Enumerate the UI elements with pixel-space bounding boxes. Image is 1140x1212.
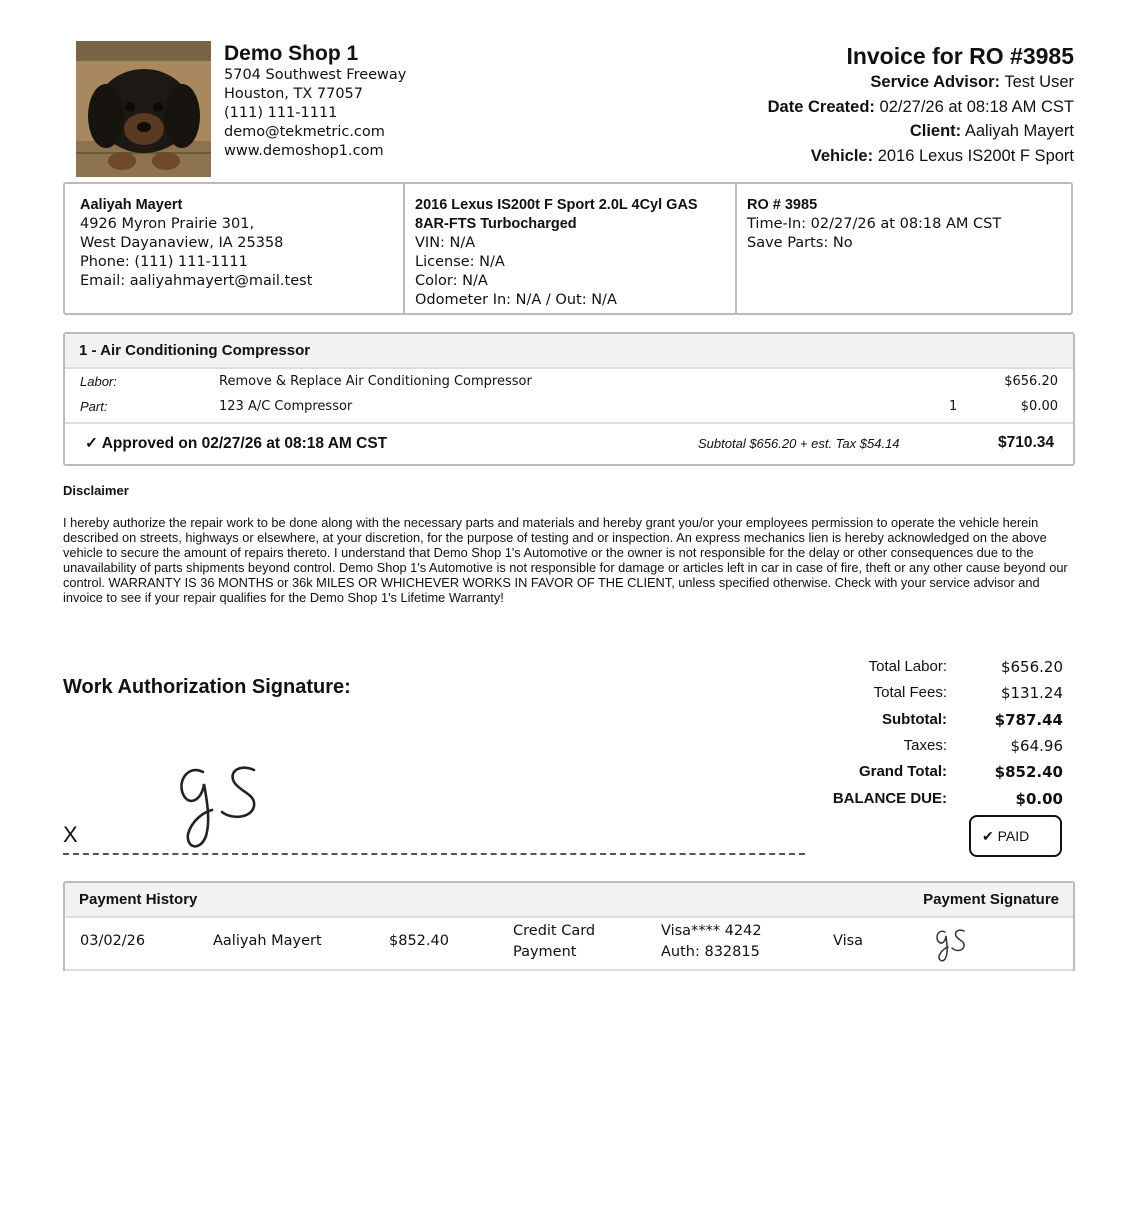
grand-total-value: $852.40 <box>994 763 1063 781</box>
ro-number: RO # 3985 <box>747 197 818 213</box>
vehicle-title-1: 2016 Lexus IS200t F Sport 2.0L 4Cyl GAS <box>415 197 698 213</box>
vehicle-box <box>405 184 737 313</box>
payment-name: Aaliyah Mayert <box>213 933 322 949</box>
payment-amount: $852.40 <box>389 933 449 949</box>
balance-due-label: BALANCE DUE: <box>832 790 947 807</box>
job-line-desc: 123 A/C Compressor <box>219 399 353 414</box>
customer-box <box>65 184 405 313</box>
job-title: 1 - Air Conditioning Compressor <box>65 334 1073 369</box>
payment-signature-image <box>933 927 969 965</box>
shop-email: demo@tekmetric.com <box>224 124 385 140</box>
ro-save-parts: Save Parts: No <box>747 235 853 251</box>
signature-image <box>170 760 270 855</box>
total-labor-value: $656.20 <box>1000 658 1063 676</box>
job-line-type: Part: <box>80 399 108 414</box>
job-divider <box>65 422 1073 424</box>
job-line-price: $656.20 <box>1004 374 1058 389</box>
invoice-title: Invoice for RO #3985 <box>846 43 1074 69</box>
job-total: $710.34 <box>997 434 1054 451</box>
shop-phone: (111) 111-1111 <box>224 105 338 121</box>
subtotal-value: $787.44 <box>994 711 1063 729</box>
payment-history-header <box>65 883 1073 918</box>
invoice-header <box>768 42 1074 168</box>
job-line-desc: Remove & Replace Air Conditioning Compressor <box>219 374 532 389</box>
payment-history-title: Payment History <box>79 891 198 908</box>
vehicle-color: Color: N/A <box>415 273 488 289</box>
vehicle-vin: VIN: N/A <box>415 235 476 251</box>
ro-time-in: Time-In: 02/27/26 at 08:18 AM CST <box>747 216 1002 232</box>
job-line-price: $0.00 <box>1020 399 1058 414</box>
payment-history <box>63 881 1075 971</box>
customer-address-2: West Dayanaview, IA 25358 <box>80 235 284 251</box>
total-fees-label: Total Fees: <box>873 684 947 701</box>
shop-logo-photo <box>76 41 211 177</box>
shop-website: www.demoshop1.com <box>224 143 384 159</box>
info-boxes <box>63 182 1073 315</box>
service-advisor: Service Advisor: Test User <box>870 73 1074 91</box>
taxes-label: Taxes: <box>903 737 947 754</box>
customer-address-1: 4926 Myron Prairie 301, <box>80 216 255 232</box>
balance-due-value: $0.00 <box>1015 790 1063 808</box>
total-labor-label: Total Labor: <box>868 658 947 675</box>
job-line-qty: 1 <box>949 399 958 414</box>
disclaimer-title: Disclaimer <box>63 483 129 498</box>
payment-row-bottom-line <box>65 969 1073 971</box>
signature-title: Work Authorization Signature: <box>63 676 351 698</box>
ro-box <box>737 184 1071 313</box>
signature-x-mark: X <box>63 822 78 847</box>
date-created: Date Created: 02/27/26 at 08:18 AM CST <box>767 97 1074 116</box>
payment-signature-title: Payment Signature <box>923 891 1059 908</box>
customer-name: Aaliyah Mayert <box>80 197 183 213</box>
total-fees-value: $131.24 <box>1000 684 1063 702</box>
payment-card: Visa**** 4242 Auth: 832815 <box>661 923 762 960</box>
payment-brand: Visa <box>833 933 864 949</box>
shop-address-2: Houston, TX 77057 <box>224 86 364 102</box>
vehicle-title-2: 8AR-FTS Turbocharged <box>415 216 577 232</box>
shop-info <box>224 42 406 161</box>
customer-phone: Phone: (111) 111-1111 <box>80 254 248 270</box>
shop-name: Demo Shop 1 <box>224 42 359 65</box>
job-line-type: Labor: <box>80 374 117 389</box>
signature-line <box>63 853 805 855</box>
client: Client: Aaliyah Mayert <box>909 122 1074 140</box>
payment-date: 03/02/26 <box>80 933 146 949</box>
shop-address-1: 5704 Southwest Freeway <box>224 67 407 83</box>
payment-method: Credit Card Payment <box>513 923 596 960</box>
grand-total-label: Grand Total: <box>858 763 947 780</box>
paid-badge: ✔ PAID <box>969 815 1062 857</box>
subtotal-label: Subtotal: <box>882 711 947 728</box>
taxes-value: $64.96 <box>1010 737 1063 755</box>
disclaimer-body: I hereby authorize the repair work to be done along with the necessary parts and materials and hereby grant you/or your employees permission to operate the vehicle herein described on streets, highways or elsewhere, at your discretion, for the purpose of testing and or inspection. An express mechanics lien is hereby acknowledged on the above vehicle to secure the amount of repairs thereto. I understand that Demo Shop 1's Automotive or the owner is not responsible for the delay or other consequences due to the unavailability of parts shipments beyond control. Demo Shop 1's Automotive is not responsible for damage or articles left in car in case of fire, theft or any other cause beyond our control. WARRANTY IS 36 MONTHS or 36k MILES OR WHICHEVER WORKS IN FAVOR OF THE CLIENT, unless specified otherwise. Check with your service advisor and invoice to see if your repair qualifies for the Demo Shop 1's Lifetime Warranty! <box>63 515 1068 605</box>
job-box <box>63 332 1075 466</box>
vehicle-license: License: N/A <box>415 254 505 270</box>
approved-status: ✓ Approved on 02/27/26 at 08:18 AM CST <box>85 435 388 452</box>
job-subtotal-text: Subtotal $656.20 + est. Tax $54.14 <box>698 436 900 451</box>
vehicle-odometer: Odometer In: N/A / Out: N/A <box>415 292 617 308</box>
customer-email: Email: aaliyahmayert@mail.test <box>80 273 313 289</box>
vehicle: Vehicle: 2016 Lexus IS200t F Sport <box>810 146 1074 165</box>
